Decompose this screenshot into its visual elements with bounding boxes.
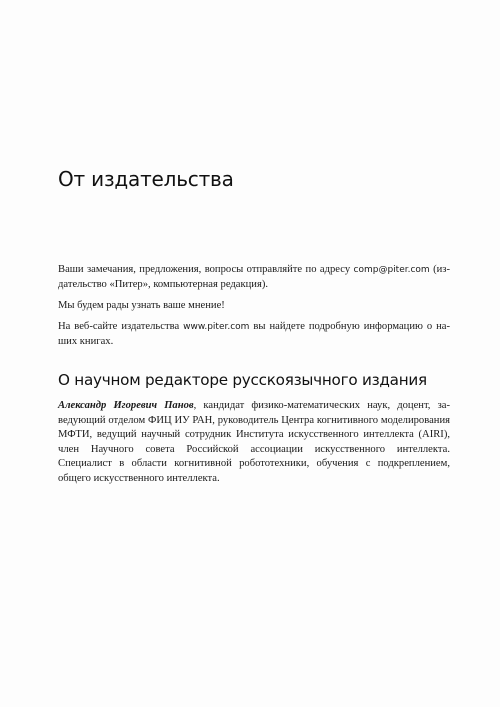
email-link[interactable]: comp@piter.com	[353, 265, 430, 275]
feedback-text: Ваши замечания, предложения, вопросы отправляйте по адресу	[58, 264, 354, 275]
feedback-text-end: (издательство «Питер», компьютерная редакция).	[58, 264, 450, 290]
website-paragraph	[58, 320, 450, 349]
editor-name: Александр Игоревич Панов	[58, 400, 194, 411]
website-text: На веб-сайте издательства	[58, 321, 184, 332]
section-title: О научном редакторе русскоязычного издания	[58, 371, 427, 389]
feedback-paragraph	[58, 263, 450, 292]
opinion-paragraph: Мы будем рады узнать ваше мнение!	[58, 300, 225, 311]
editor-bio: , кандидат физико-математических наук, доцент, заведующий отделом ФИЦ ИУ РАН, руководитель Центра когнитивного моделирования МФТИ, ведущий научный сотрудник Института искусственного интеллекта (AIRI), член Научного совета Российской ассоциации искусственного интеллекта. Специалист в области когнитивной робототехники, обучения с подкреплением, общего искусственного интеллекта.	[58, 400, 450, 484]
website-link[interactable]: www.piter.com	[183, 322, 250, 332]
editor-paragraph	[58, 399, 450, 487]
chapter-title: От издательства	[58, 167, 234, 191]
website-text-end: вы найдете подробную информацию о наших книгах.	[58, 321, 451, 347]
